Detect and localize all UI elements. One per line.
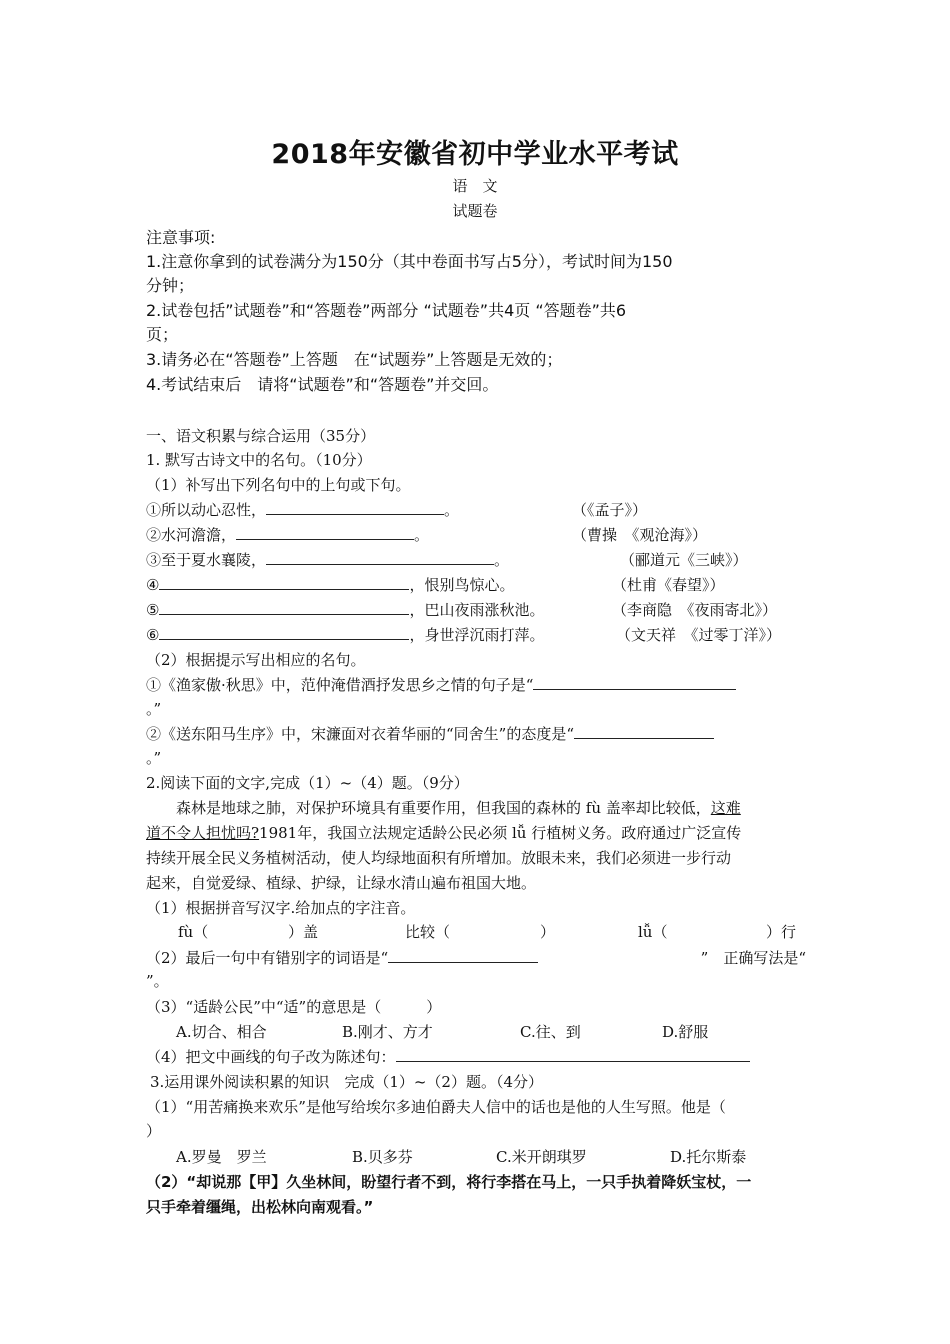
underlined-sentence: 道不令人担忧吗? <box>146 824 260 842</box>
verse-row <box>146 575 514 595</box>
pinyin-item: ）行 <box>766 923 797 941</box>
notice-item-1: 1.注意你拿到的试卷满分为150分（其中卷面书写占5分），考试时间为150 <box>146 252 673 271</box>
paper-type-label: 试题卷 <box>452 202 498 220</box>
notice-heading: 注意事项: <box>146 228 216 247</box>
exam-title: 2018年安徽省初中学业水平考试 <box>271 139 679 170</box>
option[interactable]: C.米开朗琪罗 <box>496 1148 587 1166</box>
underlined-sentence: 这难 <box>710 799 741 817</box>
q1-2b <box>146 724 714 744</box>
verse-source: （曹操 《观沧海》） <box>572 526 708 544</box>
notice-item-1-cont: 分钟； <box>146 276 195 295</box>
verse-source: （杜甫《春望》） <box>612 576 725 594</box>
q3-title: 3.运用课外阅读积累的知识 完成（1）~（2）题。（4分） <box>150 1073 544 1091</box>
verse-source: （郦道元《三峡》） <box>620 551 748 569</box>
verse-source: （李商隐 《夜雨寄北》） <box>612 601 778 619</box>
verse-pre: ⑥ <box>146 626 160 644</box>
verse-post: 。 <box>444 501 460 519</box>
q2-4 <box>146 1047 750 1067</box>
verse-row <box>146 500 459 520</box>
option[interactable]: B.贝多芬 <box>352 1148 413 1166</box>
answer-blank[interactable] <box>266 500 444 515</box>
answer-blank[interactable] <box>159 625 409 640</box>
verse-post: ，身世浮沉雨打萍。 <box>409 626 545 644</box>
verse-pre: ②水河澹澹， <box>146 526 237 544</box>
q1-2a-end: 。” <box>146 700 162 718</box>
passage-text: 森林是地球之肺，对保护环境具有重要作用，但我国的森林的 fù 盖率却比较低， <box>176 799 711 817</box>
q1-2b-end: 。” <box>146 749 162 767</box>
passage-text: 1981年，我国立法规定适龄公民必须 lǚ 行植树义务。政府通过广泛宣传 <box>259 824 742 842</box>
q2-3: （3）“适龄公民”中“适”的意思是（ ） <box>146 998 442 1016</box>
notice-item-2-cont: 页； <box>146 325 179 344</box>
verse-pre: ①所以动心忍性， <box>146 501 267 519</box>
q3-2: （2）“却说那【甲】久坐林间，盼望行者不到，将行李搭在马上，一只手执着降妖宝杖，一 <box>146 1173 752 1191</box>
answer-blank[interactable] <box>266 550 494 565</box>
option[interactable]: A.切合、相合 <box>176 1023 267 1041</box>
q2-2-row <box>146 948 806 968</box>
subject-label: 语 文 <box>452 177 498 195</box>
q3-1-cont: ） <box>146 1122 162 1140</box>
verse-source: （文天祥 《过零丁洋》） <box>616 626 782 644</box>
answer-blank[interactable] <box>574 724 714 739</box>
answer-blank[interactable] <box>396 1047 750 1062</box>
option[interactable]: D.托尔斯泰 <box>670 1148 747 1166</box>
answer-blank[interactable] <box>388 948 538 963</box>
verse-row <box>146 550 509 570</box>
q1-2a-text: ①《渔家傲·秋思》中，范仲淹借酒抒发思乡之情的句子是“ <box>146 676 534 694</box>
notice-item-4: 4.考试结束后 请将“试题卷”和“答题卷”并交回。 <box>146 375 499 394</box>
option[interactable]: A.罗曼 罗兰 <box>176 1148 267 1166</box>
verse-pre: ⑤ <box>146 601 160 619</box>
q2-2-text <box>146 948 538 968</box>
q2-2-correct: ” 正确写法是“ <box>700 949 806 967</box>
option[interactable]: B.刚才、方才 <box>342 1023 433 1041</box>
verse-post: ，恨别鸟惊心。 <box>409 576 515 594</box>
verse-source: （《孟子》） <box>572 501 648 519</box>
option[interactable]: D.舒服 <box>662 1023 709 1041</box>
q3-1: （1）“用苦痛换来欢乐”是他写给埃尔多迪伯爵夫人信中的话也是他的人生写照。他是（ <box>146 1098 726 1116</box>
verse-post: 。 <box>414 526 430 544</box>
answer-blank[interactable] <box>236 525 414 540</box>
pinyin-item: ）盖 <box>288 923 319 941</box>
notice-item-3: 3.请务必在“答题卷”上答题 在“试题券”上答题是无效的； <box>146 350 563 369</box>
q2-2-prompt: （2）最后一句中有错别字的词语是“ <box>146 949 389 967</box>
verse-row <box>146 525 429 545</box>
section-heading: 一、语文积累与综合运用（35分） <box>146 427 376 445</box>
q2-2-end: ”。 <box>146 972 169 990</box>
q2-1: （1）根据拼音写汉字.给加点的字注音。 <box>146 899 416 917</box>
pinyin-item: fù（ <box>178 923 209 941</box>
q2-title: 2.阅读下面的文字,完成（1）~（4）题。（9分） <box>146 774 469 792</box>
q2-2 <box>146 948 806 968</box>
q1-2a <box>146 675 736 695</box>
q3-2-cont: 只手牵着缰绳，出松林向南观看。” <box>146 1198 374 1216</box>
option[interactable]: C.往、到 <box>520 1023 581 1041</box>
pinyin-item: ） <box>540 923 556 941</box>
verse-row <box>146 625 544 645</box>
verse-row <box>146 600 544 620</box>
q1-2b-text: ②《送东阳马生序》中，宋濂面对衣着华丽的“同舍生”的态度是“ <box>146 725 575 743</box>
q1-sub1: （1）补写出下列名句中的上句或下句。 <box>146 476 411 494</box>
verse-pre: ③至于夏水襄陵， <box>146 551 267 569</box>
answer-blank[interactable] <box>159 600 409 615</box>
notice-item-2: 2.试卷包括”试题卷”和“答题卷”两部分 “试题卷”共4页 “答题卷”共6 <box>146 301 627 320</box>
passage-line <box>176 798 741 818</box>
answer-blank[interactable] <box>533 675 736 690</box>
pinyin-item: lǚ（ <box>638 923 668 941</box>
verse-post: 。 <box>494 551 510 569</box>
verse-post: ，巴山夜雨涨秋池。 <box>409 601 545 619</box>
q2-4-text: （4）把文中画线的句子改为陈述句： <box>146 1048 396 1066</box>
passage-line <box>146 823 741 843</box>
q1-sub2: （2）根据提示写出相应的名句。 <box>146 651 366 669</box>
pinyin-item: 比较（ <box>405 923 451 941</box>
verse-pre: ④ <box>146 576 160 594</box>
passage-line: 持续开展全民义务植树活动，使人均绿地面积有所增加。放眼未来，我们必须进一步行动 <box>146 849 732 867</box>
answer-blank[interactable] <box>159 575 409 590</box>
q1-title: 1. 默写古诗文中的名句。（10分） <box>146 451 372 469</box>
passage-line: 起来，自觉爱绿、植绿、护绿，让绿水清山遍布祖国大地。 <box>146 874 537 892</box>
